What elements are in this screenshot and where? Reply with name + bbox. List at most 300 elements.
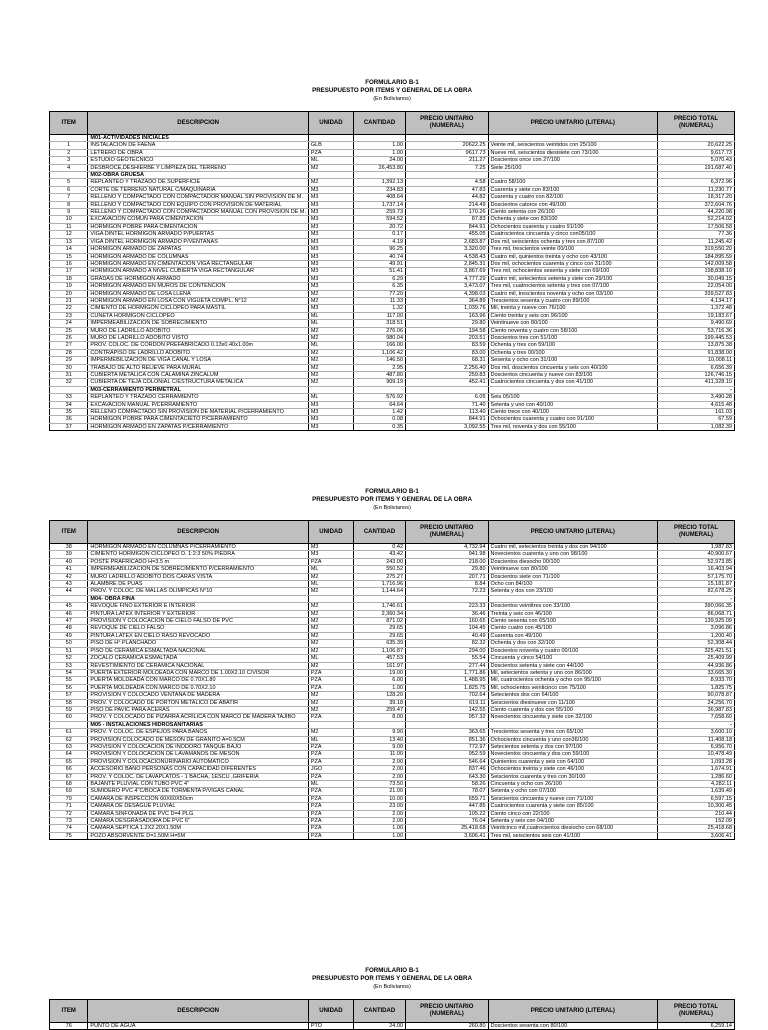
- item-cell: 11: [50, 223, 88, 230]
- table-row: [50, 625, 735, 632]
- quantity-cell: [354, 386, 406, 393]
- unit-price-literal-cell: Setecientos dos con 64/100: [488, 692, 658, 699]
- unit-cell: M2: [308, 372, 353, 379]
- table-row: [50, 409, 735, 416]
- item-cell: 69: [50, 788, 88, 795]
- unit-cell: M3: [308, 246, 353, 253]
- table-row: [50, 618, 735, 625]
- item-cell: 64: [50, 751, 88, 758]
- unit-price-numeral-cell: 837.46: [406, 766, 489, 773]
- total-price-cell: 5,070.43: [658, 157, 735, 164]
- unit-price-literal-cell: Doscientos setenta y siete con 44/100: [488, 662, 658, 669]
- unit-cell: M3: [308, 260, 353, 267]
- total-price-cell: 3,600.10: [658, 729, 735, 736]
- table-body: [50, 544, 735, 840]
- total-price-cell: -: [658, 386, 735, 393]
- unit-price-numeral-cell: 772.97: [406, 743, 489, 750]
- description-cell: ZOCALO CERAMICA ESMALTADA: [88, 655, 308, 662]
- total-price-cell: 339,527.83: [658, 290, 735, 297]
- description-cell: IMPERMEBILIZACION DE VIGA CANAL Y LOSA: [88, 357, 308, 364]
- quantity-cell: 275.27: [354, 573, 406, 580]
- total-price-cell: 6,372.96: [658, 179, 735, 186]
- unit-price-numeral-cell: [406, 386, 489, 393]
- item-cell: 12: [50, 231, 88, 238]
- item-cell: 30: [50, 364, 88, 371]
- table-row: [50, 275, 735, 282]
- unit-price-numeral-cell: 40.49: [406, 632, 489, 639]
- description-cell: PROV. Y COLOC. DE MALLAS OLIMPICAS N°10: [88, 588, 308, 595]
- unit-price-literal-cell: Ciento cuatro con 45/100: [488, 625, 658, 632]
- quantity-cell: 73.50: [354, 781, 406, 788]
- column-header: DESCRIPCION: [88, 112, 308, 135]
- table-row: [50, 379, 735, 386]
- unit-price-numeral-cell: 72.23: [406, 588, 489, 595]
- total-price-cell: -: [658, 721, 735, 728]
- description-cell: EXCAVACION MANUAL P/CERRAMIENTO: [88, 401, 308, 408]
- item-cell: 33: [50, 394, 88, 401]
- table-row: [50, 729, 735, 736]
- description-cell: CUBIERTA METALICA CON CALAMINA ZINCALUM: [88, 372, 308, 379]
- quantity-cell: 2.00: [354, 810, 406, 817]
- description-cell: REPLANTEO Y TRAZADO CERRAMIENTO: [88, 394, 308, 401]
- item-cell: 40: [50, 558, 88, 565]
- quantity-cell: 487.80: [354, 372, 406, 379]
- table-row: [50, 566, 735, 573]
- unit-price-literal-cell: Treinta y seis con 46/100: [488, 610, 658, 617]
- item-cell: 54: [50, 669, 88, 676]
- total-price-cell: 10,300.45: [658, 803, 735, 810]
- unit-cell: M3: [308, 409, 353, 416]
- unit-price-numeral-cell: 83.00: [406, 349, 489, 356]
- item-cell: 72: [50, 810, 88, 817]
- unit-price-numeral-cell: 29.80: [406, 566, 489, 573]
- description-cell: ACCESORIO BAÑO PERSONAS CON CAPACIDAD DIFERENTES: [88, 766, 308, 773]
- unit-cell: M2: [308, 573, 353, 580]
- unit-price-numeral-cell: 294.00: [406, 647, 489, 654]
- table-row: [50, 253, 735, 260]
- item-cell: 38: [50, 544, 88, 551]
- quantity-cell: 576.92: [354, 394, 406, 401]
- item-cell: 76: [50, 1023, 88, 1030]
- quantity-cell: 77.20: [354, 290, 406, 297]
- unit-price-numeral-cell: 4,777.29: [406, 275, 489, 282]
- unit-price-numeral-cell: 55.54: [406, 655, 489, 662]
- unit-price-numeral-cell: 207.71: [406, 573, 489, 580]
- table-row: [50, 142, 735, 149]
- currency-note: (En Bolivianos): [373, 984, 411, 990]
- form-subtitle: PRESUPUESTO POR ITEMS Y GENERAL DE LA OBRA: [312, 87, 472, 94]
- description-cell: HORMIGON ARMADO EN COLUMNAS P/CERRAMIENTO: [88, 544, 308, 551]
- unit-price-numeral-cell: 71.40: [406, 401, 489, 408]
- description-cell: PROV. Y COLOCADO DE PIZARRA ACRILICA CON MARCO DE MADERA TAJIBO: [88, 714, 308, 721]
- form-title: FORMULARIO B-1: [365, 967, 419, 974]
- table-row: [50, 781, 735, 788]
- unit-cell: [308, 386, 353, 393]
- description-cell: REVOQUE FINO EXTERIOR E INTERIOR: [88, 603, 308, 610]
- unit-price-numeral-cell: 941.98: [406, 551, 489, 558]
- item-cell: 19: [50, 283, 88, 290]
- total-price-cell: 139,925.09: [658, 618, 735, 625]
- table-row: [50, 736, 735, 743]
- table-row: [50, 223, 735, 230]
- item-cell: 23: [50, 312, 88, 319]
- description-cell: HORMIGON ARMADO EN CIMENTACION VIGA RECTANGULAR: [88, 260, 308, 267]
- unit-cell: [308, 721, 353, 728]
- total-price-cell: 3,606.41: [658, 832, 735, 839]
- unit-price-literal-cell: Tres mil, cuatrocientos setenta y tres con 07/100: [488, 283, 658, 290]
- description-cell: M03-CERRAMIENTO PERIMETRAL: [88, 386, 308, 393]
- unit-cell: M2: [308, 179, 353, 186]
- item-cell: 49: [50, 632, 88, 639]
- column-header: CANTIDAD: [354, 1000, 406, 1023]
- total-price-cell: 3,096.86: [658, 625, 735, 632]
- item-cell: 31: [50, 372, 88, 379]
- table-row: [50, 544, 735, 551]
- total-price-cell: 1,674.91: [658, 766, 735, 773]
- description-cell: PROVISION Y COLOCACIONURINARIO AUTOMATICO: [88, 758, 308, 765]
- section-row: [50, 386, 735, 393]
- description-cell: PUERTA MOLDEADA CON MARCO DE 0.70X2.10: [88, 684, 308, 691]
- total-price-cell: 7,658.60: [658, 714, 735, 721]
- description-cell: ALAMBRE DE PUAS: [88, 581, 308, 588]
- unit-price-literal-cell: Cuarenta y cuatro con 82/100: [488, 194, 658, 201]
- item-cell: 21: [50, 297, 88, 304]
- total-price-cell: 199,445.53: [658, 334, 735, 341]
- item-cell: 41: [50, 566, 88, 573]
- unit-price-numeral-cell: 29.80: [406, 320, 489, 327]
- quantity-cell: 1.00: [354, 149, 406, 156]
- item-cell: 61: [50, 729, 88, 736]
- unit-cell: PZA: [308, 149, 353, 156]
- table-row: [50, 238, 735, 245]
- unit-cell: ML: [308, 781, 353, 788]
- section-row: [50, 172, 735, 179]
- table-row: [50, 283, 735, 290]
- total-price-cell: 36,987.83: [658, 706, 735, 713]
- column-header: ITEM: [50, 1000, 88, 1023]
- budget-sheet-1: [49, 79, 735, 431]
- unit-price-literal-cell: Ochenta y siete con 83/100: [488, 216, 658, 223]
- quantity-cell: 166.00: [354, 342, 406, 349]
- unit-price-numeral-cell: 363.65: [406, 729, 489, 736]
- table-row: [50, 290, 735, 297]
- quantity-cell: 1,716.96: [354, 581, 406, 588]
- total-price-cell: 142,009.58: [658, 260, 735, 267]
- description-cell: CAMARA SEPTICA 1.2X2.20X1.50M: [88, 825, 308, 832]
- quantity-cell: 0.42: [354, 544, 406, 551]
- quantity-cell: 23.00: [354, 803, 406, 810]
- total-price-cell: 52,214.02: [658, 216, 735, 223]
- item-cell: 57: [50, 692, 88, 699]
- item-cell: 35: [50, 409, 88, 416]
- unit-price-literal-cell: Veinte mil, seiscientos veintidos con 25/100: [488, 142, 658, 149]
- description-cell: MURO DE LADRILLO ADOBITO: [88, 327, 308, 334]
- unit-price-numeral-cell: 194.58: [406, 327, 489, 334]
- unit-price-literal-cell: Nueve mil, seiscientos diesisiete con 73/100: [488, 149, 658, 156]
- unit-price-numeral-cell: 36.46: [406, 610, 489, 617]
- unit-price-numeral-cell: 3,320.00: [406, 246, 489, 253]
- unit-cell: M2: [308, 364, 353, 371]
- quantity-cell: 1,737.14: [354, 201, 406, 208]
- unit-cell: M3: [308, 209, 353, 216]
- description-cell: PROV. Y COLOCADO DE PORTON METALICO DE ABATIR: [88, 699, 308, 706]
- unit-price-literal-cell: Doscientos veintitres con 33/100: [488, 603, 658, 610]
- unit-cell: M3: [308, 201, 353, 208]
- quantity-cell: 1.00: [354, 684, 406, 691]
- unit-price-numeral-cell: 142.55: [406, 706, 489, 713]
- description-cell: CAMARA DE INSPECCION 60X60X50cm: [88, 795, 308, 802]
- unit-cell: M2: [308, 662, 353, 669]
- unit-cell: ML: [308, 736, 353, 743]
- unit-cell: M2: [308, 349, 353, 356]
- quantity-cell: 1.32: [354, 305, 406, 312]
- quantity-cell: 871.02: [354, 618, 406, 625]
- table-row: [50, 231, 735, 238]
- unit-cell: PZA: [308, 751, 353, 758]
- item-cell: 18: [50, 275, 88, 282]
- unit-price-numeral-cell: 76.04: [406, 818, 489, 825]
- unit-price-literal-cell: Seiscientos cincuenta y nueve con 71/100: [488, 795, 658, 802]
- quantity-cell: 29.65: [354, 632, 406, 639]
- column-header: PRECIO UNITARIO (LITERAL): [488, 521, 658, 544]
- column-header: UNIDAD: [308, 521, 353, 544]
- table-row: [50, 573, 735, 580]
- unit-cell: M2: [308, 327, 353, 334]
- total-price-cell: 1,200.40: [658, 632, 735, 639]
- total-price-cell: 20,622.25: [658, 142, 735, 149]
- table-row: [50, 357, 735, 364]
- table-row: [50, 714, 735, 721]
- unit-cell: M2: [308, 729, 353, 736]
- total-price-cell: 210.44: [658, 810, 735, 817]
- table-header: [50, 521, 735, 544]
- unit-price-literal-cell: [488, 135, 658, 142]
- quantity-cell: 49.91: [354, 260, 406, 267]
- item-cell: 14: [50, 246, 88, 253]
- unit-price-numeral-cell: 44.82: [406, 194, 489, 201]
- quantity-cell: 10.00: [354, 795, 406, 802]
- unit-price-numeral-cell: 58.26: [406, 781, 489, 788]
- item-cell: 46: [50, 610, 88, 617]
- total-price-cell: 77.36: [658, 231, 735, 238]
- quantity-cell: 24.00: [354, 1023, 406, 1030]
- item-cell: 50: [50, 640, 88, 647]
- total-price-cell: 6,956.70: [658, 743, 735, 750]
- unit-cell: PZA: [308, 818, 353, 825]
- description-cell: IMPERMEABILIZACION DE SOBRECIMIENTO P/CERRAMIENTO: [88, 566, 308, 573]
- unit-price-literal-cell: Novecientos cuarenta y uno con 98/100: [488, 551, 658, 558]
- description-cell: ESTUDIO GEOTECNICO: [88, 157, 308, 164]
- unit-cell: M3: [308, 231, 353, 238]
- sheet-header: [49, 488, 735, 512]
- unit-price-literal-cell: Veintinueve con 80/100: [488, 320, 658, 327]
- total-price-cell: 15,181.87: [658, 581, 735, 588]
- quantity-cell: 39.18: [354, 699, 406, 706]
- table-row: [50, 297, 735, 304]
- total-price-cell: 6,597.15: [658, 795, 735, 802]
- description-cell: REVOQUE DE CIELO FALSO: [88, 625, 308, 632]
- column-header: PRECIO UNITARIO (NUMERAL): [406, 112, 489, 135]
- unit-price-literal-cell: Mil, ochocientos veinticinco con 75/100: [488, 684, 658, 691]
- total-price-cell: 372,604.76: [658, 201, 735, 208]
- unit-price-literal-cell: Mil, setecientos setenta y uno con 86/100: [488, 669, 658, 676]
- quantity-cell: 1,144.64: [354, 588, 406, 595]
- total-price-cell: 1,286.60: [658, 773, 735, 780]
- item-cell: 5: [50, 179, 88, 186]
- quantity-cell: 0.08: [354, 416, 406, 423]
- unit-price-numeral-cell: 20622.25: [406, 142, 489, 149]
- description-cell: HORMIGON POBRE PARA CIMENTACIETO P/CERRAMIENTO: [88, 416, 308, 423]
- unit-price-literal-cell: Tres mil, ochocientos sesenta y siete con 69/100: [488, 268, 658, 275]
- table-row: [50, 647, 735, 654]
- budget-sheet-3: [49, 967, 735, 1030]
- unit-price-literal-cell: Cuatrocientos cuarenta y siete con 85/100: [488, 803, 658, 810]
- description-cell: HORMIGON ARMADO EN MUROS DE CONTENCION: [88, 283, 308, 290]
- quantity-cell: 909.19: [354, 379, 406, 386]
- unit-cell: ML: [308, 320, 353, 327]
- total-price-cell: 9,617.73: [658, 149, 735, 156]
- unit-price-numeral-cell: 844.91: [406, 416, 489, 423]
- unit-price-literal-cell: Dos mil, doscientos cincuenta y seis con 40/100: [488, 364, 658, 371]
- item-cell: 3: [50, 157, 88, 164]
- description-cell: CAMARA DESGRASADORA DE PVC 6": [88, 818, 308, 825]
- description-cell: RELLENO Y COMPACTADO CON COMPACTADOR MANUAL SIN PROVISION DE M.: [88, 194, 308, 201]
- item-cell: 42: [50, 573, 88, 580]
- item-cell: 34: [50, 401, 88, 408]
- column-header: UNIDAD: [308, 1000, 353, 1023]
- column-header: CANTIDAD: [354, 521, 406, 544]
- section-row: [50, 721, 735, 728]
- table-row: [50, 662, 735, 669]
- total-price-cell: 44,936.86: [658, 662, 735, 669]
- unit-price-numeral-cell: 260.80: [406, 1023, 489, 1030]
- unit-price-literal-cell: Ciento trece con 40/100: [488, 409, 658, 416]
- unit-price-numeral-cell: 659.71: [406, 795, 489, 802]
- description-cell: PISO DE H° PLANCHADO: [88, 640, 308, 647]
- item-cell: 26: [50, 334, 88, 341]
- unit-price-literal-cell: Setenta y uno con 40/100: [488, 401, 658, 408]
- unit-cell: PZA: [308, 803, 353, 810]
- quantity-cell: 161.97: [354, 662, 406, 669]
- quantity-cell: 1.42: [354, 409, 406, 416]
- table-row: [50, 327, 735, 334]
- unit-cell: M3: [308, 216, 353, 223]
- item-cell: [50, 172, 88, 179]
- table-row: [50, 795, 735, 802]
- unit-price-numeral-cell: 25,418.68: [406, 825, 489, 832]
- currency-note: (En Bolivianos): [373, 96, 411, 102]
- quantity-cell: 635.39: [354, 640, 406, 647]
- unit-price-numeral-cell: 7.25: [406, 164, 489, 171]
- column-header: PRECIO UNITARIO (NUMERAL): [406, 521, 489, 544]
- total-price-cell: 152.09: [658, 818, 735, 825]
- total-price-cell: 8,933.70: [658, 677, 735, 684]
- unit-price-literal-cell: Doscientos once con 27/100: [488, 157, 658, 164]
- item-cell: 28: [50, 349, 88, 356]
- unit-price-numeral-cell: 844.91: [406, 223, 489, 230]
- unit-price-literal-cell: Cincuenta y cinco 54/100: [488, 655, 658, 662]
- item-cell: 17: [50, 268, 88, 275]
- unit-cell: M3: [308, 238, 353, 245]
- description-cell: PROVISION COLOCADO DE MESON DE GRANITO A=0.5CM: [88, 736, 308, 743]
- unit-price-numeral-cell: 163.96: [406, 312, 489, 319]
- unit-price-literal-cell: Cuatro 58/100: [488, 179, 658, 186]
- quantity-cell: 20.72: [354, 223, 406, 230]
- unit-cell: PZA: [308, 558, 353, 565]
- unit-cell: ML: [308, 394, 353, 401]
- unit-price-numeral-cell: 9617.73: [406, 149, 489, 156]
- unit-price-literal-cell: Doscientos siete con 71/100: [488, 573, 658, 580]
- section-row: [50, 595, 735, 602]
- form-title: FORMULARIO B-1: [365, 79, 419, 86]
- quantity-cell: 4.19: [354, 238, 406, 245]
- quantity-cell: 43.42: [354, 551, 406, 558]
- description-cell: PINTURA LATEX INTERIOR Y EXTERIOR: [88, 610, 308, 617]
- total-price-cell: 11,230.77: [658, 186, 735, 193]
- quantity-cell: 6.29: [354, 275, 406, 282]
- unit-price-numeral-cell: 1,825.75: [406, 684, 489, 691]
- item-cell: 48: [50, 625, 88, 632]
- total-price-cell: 13,875.38: [658, 342, 735, 349]
- table-row: [50, 201, 735, 208]
- unit-cell: M2: [308, 625, 353, 632]
- header-row: [50, 112, 735, 135]
- quantity-cell: 1,106.87: [354, 647, 406, 654]
- description-cell: CIMIENTO DE HORMIGON CICLOPEO PARA MASTIL: [88, 305, 308, 312]
- table-row: [50, 364, 735, 371]
- unit-price-numeral-cell: 455.05: [406, 231, 489, 238]
- description-cell: PROV. Y COLOC. DE LAVAPLATOS - 1 BACHA, 1ESCU ,GRIFERIA: [88, 773, 308, 780]
- quantity-cell: 26,453.80: [354, 164, 406, 171]
- unit-price-literal-cell: Ciento cuarenta y dos con 55/100: [488, 706, 658, 713]
- unit-price-literal-cell: Ciento cinco con 22/100: [488, 810, 658, 817]
- description-cell: HORMIGON ARMADO EN ZAPATAS P/CERRAMIENTO: [88, 423, 308, 430]
- quantity-cell: 21.00: [354, 788, 406, 795]
- table-row: [50, 312, 735, 319]
- table-row: [50, 766, 735, 773]
- unit-price-numeral-cell: 619.11: [406, 699, 489, 706]
- description-cell: MURO LADRILLO ADOBITO DOS CARAS VISTA: [88, 573, 308, 580]
- unit-cell: M3: [308, 401, 353, 408]
- description-cell: POZO ABSORVENTE D=1.50M H=5M: [88, 832, 308, 839]
- unit-price-literal-cell: Doscientos catorce con 49/100: [488, 201, 658, 208]
- quantity-cell: 9.90: [354, 729, 406, 736]
- table-header: [50, 1000, 735, 1023]
- unit-cell: M2: [308, 706, 353, 713]
- item-cell: 43: [50, 581, 88, 588]
- unit-price-numeral-cell: 259.83: [406, 372, 489, 379]
- unit-price-numeral-cell: 1,039.76: [406, 305, 489, 312]
- total-price-cell: 10,008.11: [658, 357, 735, 364]
- table-header: [50, 112, 735, 135]
- item-cell: 73: [50, 818, 88, 825]
- table-row: [50, 394, 735, 401]
- total-price-cell: 325,421.51: [658, 647, 735, 654]
- total-price-cell: 191,687.40: [658, 164, 735, 171]
- budget-sheet-2: [49, 488, 735, 840]
- quantity-cell: 96.25: [354, 246, 406, 253]
- unit-price-literal-cell: Cuatrocientos cincuenta y dos con 41/100: [488, 379, 658, 386]
- description-cell: M01-ACTIVIDADES INICIALES: [88, 135, 308, 142]
- table-row: [50, 372, 735, 379]
- table-row: [50, 632, 735, 639]
- unit-cell: M3: [308, 186, 353, 193]
- description-cell: CIMIENTO HORMIGON CICLOPEO D. 1:2:3 50% PIEDRA: [88, 551, 308, 558]
- quantity-cell: 2.00: [354, 773, 406, 780]
- unit-price-numeral-cell: 47.83: [406, 186, 489, 193]
- total-price-cell: 1,093.28: [658, 758, 735, 765]
- quantity-cell: 19.00: [354, 669, 406, 676]
